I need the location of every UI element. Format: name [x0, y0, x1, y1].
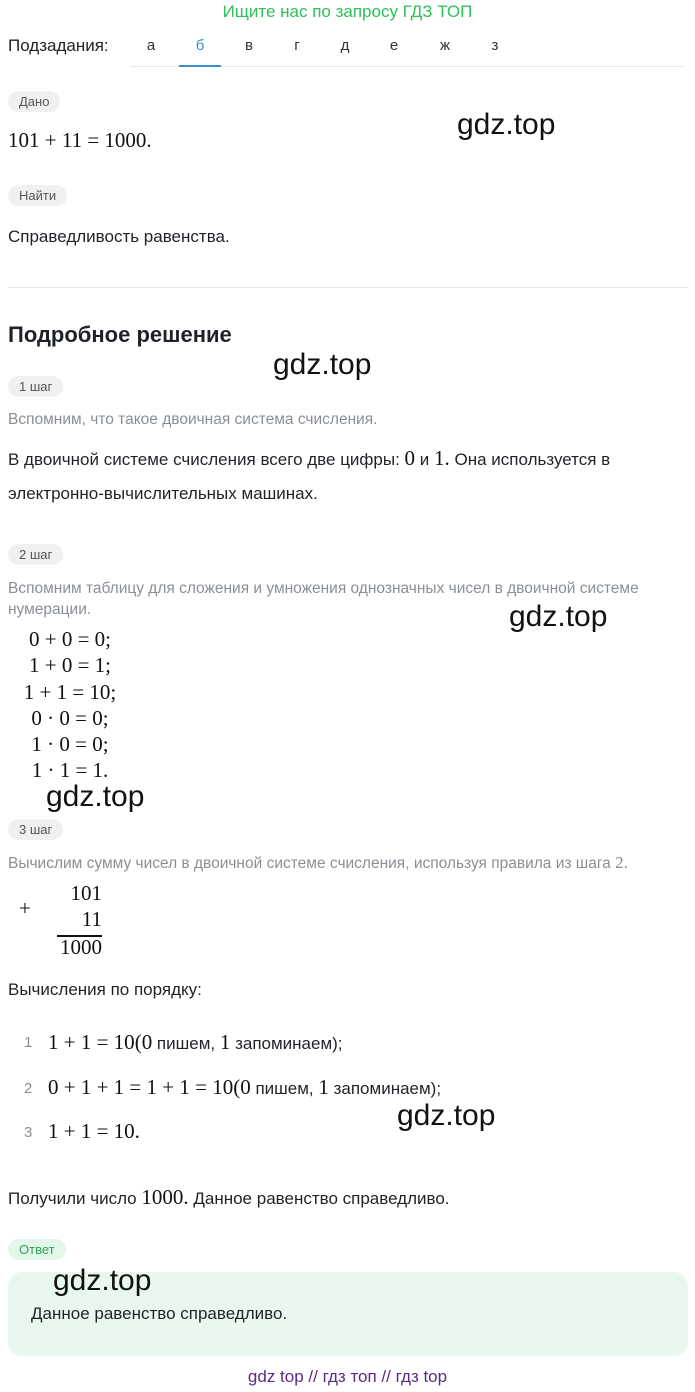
- step2-hint-line2: нумерации.: [8, 601, 92, 618]
- column-result: 1000: [60, 935, 102, 959]
- order-step-2: 0 + 1 + 1 = 1 + 1 = 10(0 пишем, 1 запоминаем);: [48, 1075, 442, 1099]
- step3-hint: Вычислим сумму чисел в двоичной системе счисления, используя правила из шага 2.: [8, 853, 628, 872]
- order-step-1: 1 + 1 = 10(0 пишем, 1 запоминаем);: [48, 1030, 343, 1054]
- rule-4: 0 · 0 = 0;: [31, 706, 109, 730]
- answer-badge: Ответ: [8, 1239, 66, 1260]
- watermark: gdz.top: [397, 1099, 496, 1132]
- footer-links[interactable]: gdz top // гдз топ // гдз top: [247, 1367, 448, 1386]
- tab-g[interactable]: г: [294, 37, 300, 54]
- watermark: gdz.top: [457, 108, 556, 141]
- rule-3: 1 + 1 = 10;: [23, 680, 117, 704]
- step1-text-line1: В двоичной системе счисления всего две цифры: 0 и 1. Она используется в: [8, 446, 611, 470]
- watermark: gdz.top: [273, 348, 372, 381]
- watermark: gdz.top: [46, 780, 145, 813]
- tab-e[interactable]: е: [389, 37, 399, 54]
- rule-5: 1 · 0 = 0;: [31, 732, 109, 756]
- column-top: 101: [70, 881, 102, 905]
- digit-one: 1.: [434, 446, 450, 470]
- rule-6: 1 · 1 = 1.: [31, 758, 109, 782]
- tab-d[interactable]: д: [340, 37, 350, 54]
- tab-zh[interactable]: ж: [439, 37, 451, 54]
- step2-hint-line1: Вспомним таблицу для сложения и умножения однозначных чисел в двоичной системе: [8, 580, 639, 597]
- subtask-tabs: [130, 32, 685, 67]
- rule-1: 0 + 0 = 0;: [28, 627, 112, 651]
- rule-2: 1 + 0 = 1;: [28, 653, 112, 677]
- column-bottom: 11: [81, 907, 102, 931]
- answer-text: Данное равенство справедливо.: [31, 1304, 288, 1323]
- tab-z[interactable]: з: [491, 37, 499, 54]
- watermark: gdz.top: [509, 600, 608, 633]
- step1-badge: 1 шаг: [8, 376, 63, 397]
- step3-badge: 3 шаг: [8, 819, 63, 840]
- step-number: 3: [24, 1124, 33, 1141]
- digit-zero: 0: [404, 446, 416, 470]
- tab-v[interactable]: в: [245, 37, 253, 54]
- section-divider: [8, 287, 688, 288]
- step-number: 1: [24, 1034, 33, 1051]
- promo-banner: Ищите нас по запросу ГДЗ ТОП: [222, 2, 473, 21]
- solution-title: Подробное решение: [8, 322, 232, 347]
- step1-text-line2: электронно-вычислительных машинах.: [8, 484, 318, 503]
- given-equation: 101 + 11 = 1000.: [8, 128, 152, 152]
- watermark: gdz.top: [53, 1264, 152, 1297]
- find-badge: Найти: [8, 185, 67, 206]
- conclusion: Получили число 1000. Данное равенство справедливо.: [8, 1185, 450, 1209]
- step-number: 2: [24, 1080, 33, 1097]
- tab-a[interactable]: а: [146, 37, 156, 54]
- find-text: Справедливость равенства.: [8, 227, 230, 246]
- step1-hint: Вспомним, что такое двоичная система счисления.: [8, 411, 378, 428]
- tab-b[interactable]: б: [179, 32, 221, 67]
- step2-badge: 2 шаг: [8, 544, 63, 565]
- order-title: Вычисления по порядку:: [8, 980, 202, 999]
- order-step-3: 1 + 1 = 10.: [48, 1119, 140, 1143]
- given-badge: Дано: [8, 91, 60, 112]
- column-plus-sign: +: [19, 896, 31, 920]
- subtasks-label: Подзадания:: [8, 36, 109, 55]
